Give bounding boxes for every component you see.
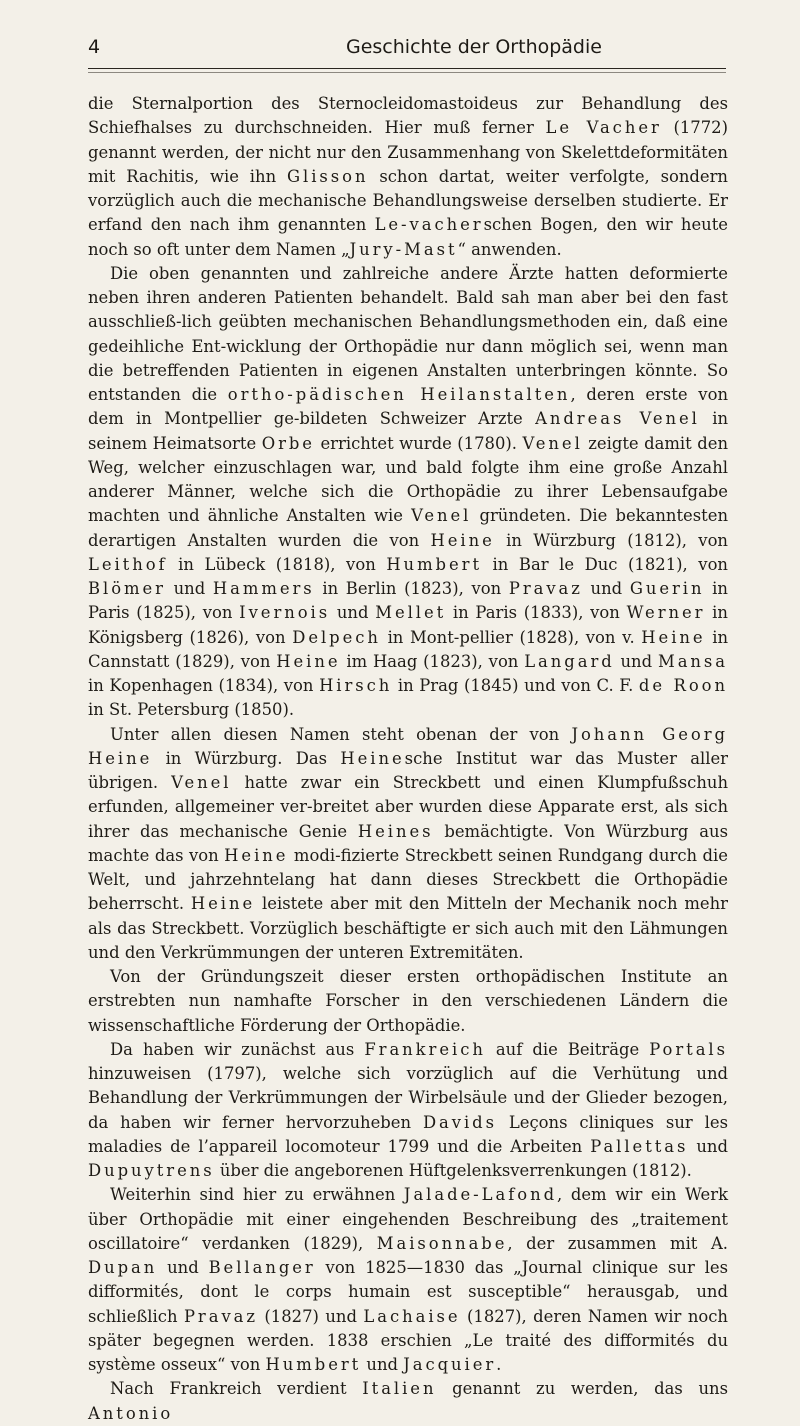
paragraph <box>88 1183 728 1377</box>
text-run: , deren erste von dem in Montpellier ge-bildeten Schweizer Arzte <box>88 385 728 429</box>
spaced-name: Hirsch <box>319 676 393 695</box>
spaced-name: Pallettas <box>590 1136 689 1156</box>
spaced-name: Jalade-Lafond <box>403 1185 558 1205</box>
spaced-name: Werner <box>626 603 706 623</box>
text-run: in Lübeck (1818), von <box>167 554 387 574</box>
text-run: (1772) genannt werden, der nicht nur den Zusammenhang von Skelettdeformitäten mit Rachitis, wie ihn <box>88 118 728 186</box>
text-run: im Haag (1823), von <box>340 651 525 671</box>
spaced-name: Frankreich <box>364 1039 486 1059</box>
text-run: in seinem Heimatsorte <box>88 409 728 453</box>
spaced-name: Mansa <box>657 651 729 671</box>
text-run: gründeten. Die bekanntesten derartigen Anstalten wurden die von <box>88 506 728 550</box>
spaced-name: Hammers <box>212 579 315 598</box>
text-run: in Würzburg. Das <box>152 748 341 768</box>
text-run: schon dartat, weiter verfolgte, sondern vorzüglich auch die mechanische Behandlungsweise derselben studierte. Er erfand den nach ihm genannten <box>88 166 728 235</box>
text-run: bemächtigte. Von Würzburg aus machte das von <box>88 821 729 865</box>
spaced-name: Orbe <box>261 433 315 453</box>
text-run: hinzuweisen (1797), welche sich vorzüglich auf die Verhütung und Behandlung der Verkrümmungen der Wirbelsäule und der Glieder bezogen, da haben wir ferner hervorzuheben <box>88 1064 728 1132</box>
text-run: und <box>614 651 658 671</box>
spaced-name: Heine <box>190 894 256 914</box>
spaced-name: Bellanger <box>208 1258 316 1277</box>
text-run: auf die Beiträge <box>485 1039 650 1059</box>
text-run: Unter allen diesen Namen steht obenan der von <box>110 724 572 744</box>
text-run: in Paris (1825), von <box>88 579 728 623</box>
spaced-name: Heines <box>357 821 434 841</box>
spaced-name: Johann Georg Heine <box>88 724 728 768</box>
text-run: leistete aber mit den Mitteln der Mechanik noch mehr als das Streckbett. Vorzüglich beschäftigte er sich auch mit den Lähmungen und den Verkrümmungen der unteren Extremitäten. <box>88 894 729 962</box>
spaced-name: Leithof <box>88 554 168 574</box>
text-run: . <box>496 1355 502 1374</box>
text-run: schen Bogen, den wir heute noch so oft unter dem Namen „ <box>88 215 728 259</box>
spaced-name: Jacquier <box>403 1355 497 1374</box>
text-run: Von der Gründungszeit dieser ersten orthopädischen Institute an erstrebten nun namhafte Forscher in den verschiedenen Ländern die wissenschaftliche Förderung der Orthopädie. <box>88 967 728 1035</box>
spaced-name: Venel <box>411 506 472 526</box>
text-run: in Prag (1845) und von C. F. <box>392 676 639 695</box>
spaced-name: Le-vacher <box>374 215 484 235</box>
spaced-name: Portals <box>649 1039 728 1059</box>
spaced-name: Dupuytrens <box>88 1161 215 1180</box>
spaced-name: Guerin <box>629 579 705 598</box>
spaced-name: Venel <box>522 433 583 453</box>
text-run: über die angeborenen Hüftgelenksverrenkungen (1812). <box>214 1161 692 1180</box>
text-run: von 1825—1830 das „Journal clinique sur les difformités, dont le corps humain est susceptible“ herausgab, und schließlich <box>88 1258 728 1326</box>
spaced-name: Antonio <box>88 1403 174 1423</box>
spaced-name: Venel <box>171 773 232 792</box>
text-run: (1827), deren Namen wir noch später begegnen werden. 1838 erschien „Le traité des difformités du système osseux“ von <box>88 1306 728 1374</box>
paragraph <box>88 92 728 262</box>
spaced-name: Andreas Venel <box>535 409 700 429</box>
text-run: genannt zu werden, das uns <box>436 1379 728 1399</box>
text-run: , der zusammen mit A. <box>507 1233 728 1253</box>
text-run: (1827) und <box>257 1306 364 1326</box>
text-run: “ anwenden. <box>457 239 562 259</box>
spaced-name: Italien <box>362 1379 437 1399</box>
text-run: in Bar le Duc (1821), von <box>481 554 728 574</box>
spaced-name: Mellet <box>375 603 447 623</box>
text-run: in Berlin (1823), von <box>314 579 509 598</box>
page-number: 4 <box>88 36 101 58</box>
spaced-name: Pravaz <box>183 1306 258 1326</box>
spaced-name: Jury-Mast <box>349 239 458 259</box>
text-run: sche Institut war das Muster aller übrigen. <box>88 748 729 792</box>
spaced-name: Blömer <box>88 579 166 598</box>
paragraph <box>88 262 728 723</box>
paragraph <box>88 723 728 966</box>
spaced-name: Heine <box>276 651 341 671</box>
text-run: und <box>361 1355 404 1374</box>
spaced-name: Dupan <box>88 1258 158 1277</box>
text-run: in Würzburg (1812), von <box>494 530 728 550</box>
running-title: Geschichte der Orthopädie <box>346 36 602 58</box>
text-run: Da haben wir zunächst aus <box>110 1039 365 1059</box>
header-rule <box>88 68 726 69</box>
body-text <box>88 92 728 1426</box>
spaced-name: Pravaz <box>508 579 583 598</box>
text-run: und <box>330 603 376 623</box>
text-run: und <box>582 579 630 598</box>
spaced-name: de Roon <box>638 676 729 695</box>
spaced-name: Heine <box>224 845 289 865</box>
paragraph <box>88 965 728 1038</box>
text-run: Die oben genannten und zahlreiche andere Ärzte hatten deformierte neben ihren anderen Patienten behandelt. Bald sah man aber bei den fast ausschließ-lich geübten mechanischen Behandlungsmethoden ein, daß eine gedeihliche Ent-wicklung der Orthopädie nur dann möglich sei, wenn man die betreffenden Patienten in eigenen Anstalten unterbringen könnte. So entstanden die <box>88 263 728 404</box>
spaced-name: Langard <box>524 651 615 671</box>
running-header <box>88 36 726 66</box>
text-run: in Mont-pellier (1828), von v. <box>380 627 642 647</box>
text-run: in Paris (1833), von <box>446 603 627 623</box>
spaced-name: Humbert <box>386 554 482 574</box>
text-run: in Cannstatt (1829), von <box>88 627 729 671</box>
spaced-name: Delpech <box>292 627 381 647</box>
spaced-name: Maisonnabe <box>376 1233 508 1253</box>
spaced-name: Davids <box>422 1112 497 1132</box>
spaced-name: Humbert <box>265 1355 362 1374</box>
spaced-name: Lachaise <box>363 1306 461 1326</box>
spaced-name: Glisson <box>286 166 369 186</box>
text-run: und <box>688 1136 728 1156</box>
text-run: errichtet wurde (1780). <box>314 433 523 453</box>
spaced-name: Le Vacher <box>545 118 662 138</box>
text-run: Weiterhin sind hier zu erwähnen <box>110 1185 404 1205</box>
spaced-name: Heine <box>430 530 495 550</box>
spaced-name: Heine <box>641 627 706 647</box>
text-run: , dem wir ein Werk über Orthopädie mit einer eingehenden Beschreibung des „traitement oscillatoire“ verdanken (1829), <box>88 1185 728 1253</box>
spaced-name: ortho-pädischen Heilanstalten <box>227 385 571 404</box>
paragraph <box>88 1377 728 1426</box>
spaced-name: Ivernois <box>239 603 331 623</box>
text-run: die Sternalportion des Sternocleidomastoideus zur Behandlung des Schiefhalses zu durchschneiden. Hier muß ferner <box>88 94 728 138</box>
text-run: in Königsberg (1826), von <box>88 603 728 647</box>
text-run: in Kopenhagen (1834), von <box>88 676 320 695</box>
text-run: modi-fizierte Streckbett seinen Rundgang durch die Welt, und jahrzehntelang hat dann dieses Streckbett die Orthopädie beherrscht. <box>88 845 728 914</box>
header-rule-thin <box>88 72 726 73</box>
text-run: in St. Petersburg (1850). <box>88 700 295 720</box>
text-run: hatte zwar ein Streckbett und einen Klumpfußschuh erfunden, allgemeiner ver-breitet aber wurden diese Apparate erst, als sich ihrer das mechanische Genie <box>88 773 728 841</box>
text-run: und <box>165 579 213 598</box>
text-run: Nach Frankreich verdient <box>110 1379 363 1399</box>
spaced-name: Heine <box>340 748 405 768</box>
text-run: und <box>157 1258 209 1277</box>
text-run: zeigte damit den Weg, welcher einzuschlagen war, und bald folgte ihm eine große Anzahl anderer Männer, welche sich die Orthopädie zu ihrer Lebensaufgabe machten und ähnliche Anstalten wie <box>88 433 728 526</box>
paragraph <box>88 1038 728 1184</box>
text-run: Leçons cliniques sur les maladies de l’appareil locomoteur 1799 und die Arbeiten <box>88 1112 729 1156</box>
